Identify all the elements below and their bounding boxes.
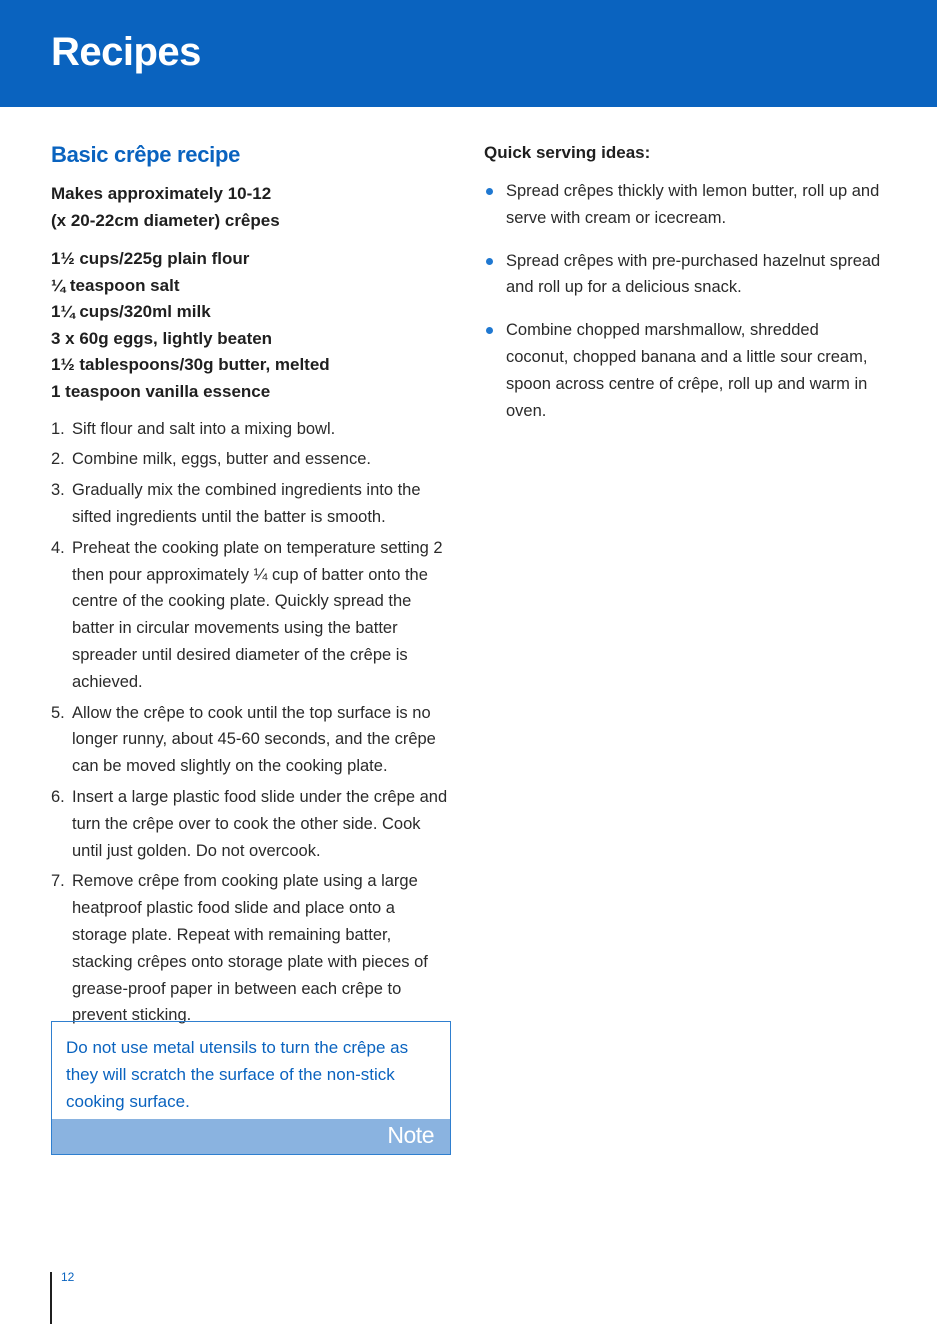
step-number: 2. [51, 450, 65, 469]
ingredient-item: 1½ cups/225g plain flour [51, 249, 250, 268]
page-header-banner [0, 0, 937, 107]
note-text: Do not use metal utensils to turn the crêpe as they will scratch the surface of the non-stick cooking surface. [66, 1038, 409, 1111]
recipe-column [51, 140, 453, 1033]
recipe-title: Basic crêpe recipe [51, 142, 241, 167]
ingredients-list [51, 246, 453, 406]
page-title: Recipes [51, 30, 201, 74]
step-number: 6. [51, 787, 65, 806]
serving-idea-item [484, 248, 884, 302]
ingredient-item: 1 teaspoon vanilla essence [51, 381, 271, 401]
serving-idea-text: Combine chopped marshmallow, shredded coconut, chopped banana and a little sour cream, spoon across centre of crêpe, roll up and warm in oven. [506, 321, 868, 420]
step-text: Allow the crêpe to cook until the top surface is no longer runny, about 45-60 seconds, and the crêpe can be moved slightly on the cooking plate. [72, 703, 436, 776]
method-steps-list [51, 416, 453, 1030]
note-label-bar [52, 1119, 450, 1154]
step-number: 1. [51, 419, 65, 438]
method-step [51, 416, 453, 443]
ingredient-item: ¼ teaspoon salt [51, 275, 180, 295]
serving-ideas-heading: Quick serving ideas: [484, 143, 651, 162]
serving-idea-text: Spread crêpes with pre-purchased hazelnut spread and roll up for a delicious snack. [506, 251, 881, 297]
step-number: 7. [51, 872, 65, 891]
ingredient-item: 1¼ cups/320ml milk [51, 302, 211, 322]
yield-line-1: Makes approximately 10-12 [51, 184, 272, 203]
bullet-icon [486, 327, 493, 334]
method-step [51, 446, 453, 473]
serving-idea-item [484, 317, 884, 424]
ingredient-item: 3 x 60g eggs, lightly beaten [51, 328, 273, 348]
step-text: Remove crêpe from cooking plate using a large heatproof plastic food slide and place onto a storage plate. Repeat with remaining batter, stacking crêpes onto storage plate with pieces of grease-proof paper in between each crêpe to prevent sticking. [72, 872, 428, 1025]
step-text: Combine milk, eggs, butter and essence. [72, 450, 371, 469]
step-text: Insert a large plastic food slide under the crêpe and turn the crêpe over to cook the other side. Cook until just golden. Do not overcook. [72, 787, 448, 860]
method-step [51, 700, 453, 780]
serving-idea-item [484, 178, 884, 232]
step-text: Gradually mix the combined ingredients into the sifted ingredients until the batter is smooth. [72, 481, 421, 526]
method-step [51, 535, 453, 696]
bullet-icon [486, 258, 493, 265]
serving-idea-text: Spread crêpes thickly with lemon butter, roll up and serve with cream or icecream. [506, 182, 880, 227]
yield-text [51, 180, 453, 234]
serving-ideas-list [484, 178, 884, 424]
method-step [51, 477, 453, 531]
step-number: 5. [51, 703, 65, 722]
step-number: 3. [51, 481, 65, 500]
method-step [51, 784, 453, 864]
note-box [51, 1021, 451, 1155]
step-text: Preheat the cooking plate on temperature setting 2 then pour approximately ¼ cup of batter onto the centre of the cooking plate. Quickly spread the batter in circular movements using the batter spreader until desired diameter of the crêpe is achieved. [72, 538, 443, 691]
ingredient-item: 1½ tablespoons/30g butter, melted [51, 355, 330, 375]
bullet-icon [486, 188, 493, 195]
method-step [51, 868, 453, 1029]
serving-ideas-column [484, 140, 884, 440]
note-label: Note [387, 1122, 434, 1148]
page-footer-rule [50, 1272, 52, 1324]
yield-line-2: (x 20-22cm diameter) crêpes [51, 211, 280, 230]
page-number: 12 [61, 1270, 75, 1284]
step-number: 4. [51, 538, 65, 557]
step-text: Sift flour and salt into a mixing bowl. [72, 419, 336, 438]
